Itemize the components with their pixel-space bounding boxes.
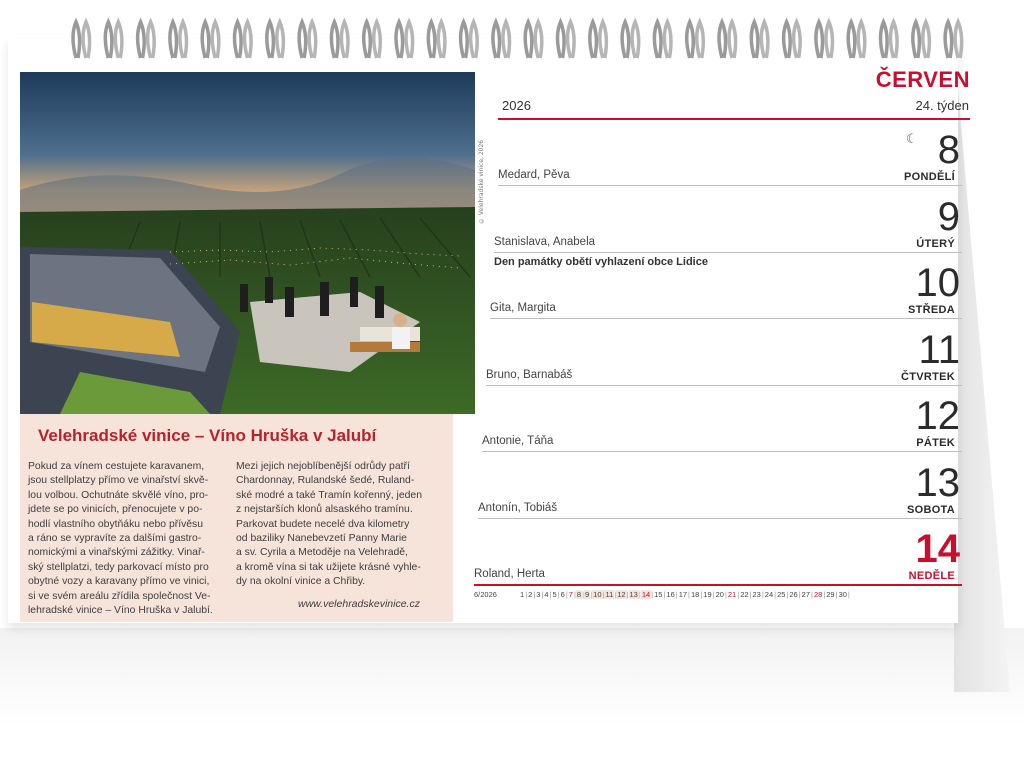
spiral-ring	[568, 22, 575, 58]
mini-day: 17	[678, 590, 688, 599]
spiral-ring	[309, 22, 316, 58]
spiral-ring	[170, 22, 177, 58]
mini-day: 9	[585, 590, 590, 599]
spiral-ring	[331, 22, 338, 58]
spiral-ring	[751, 22, 758, 58]
info-title: Velehradské vinice – Víno Hruška v Jalubí	[38, 426, 377, 445]
week-label: 24. týden	[915, 98, 969, 113]
day-name: PONDĚLÍ	[904, 171, 955, 183]
spiral-ring	[471, 22, 478, 58]
mini-separator: |	[835, 590, 838, 599]
day-name: SOBOTA	[906, 503, 955, 516]
mini-separator: |	[823, 590, 826, 599]
mini-month-label: 6/2026	[474, 590, 497, 599]
mini-separator: |	[525, 590, 528, 599]
mini-separator: |	[549, 590, 552, 599]
mini-day: 5	[552, 590, 557, 599]
spiral-ring	[664, 22, 671, 58]
mini-separator: |	[749, 590, 752, 599]
mini-separator: |	[847, 590, 850, 599]
spiral-ring	[848, 22, 855, 58]
month-title: ČERVEN	[875, 67, 970, 92]
spiral-ring	[590, 22, 597, 58]
spiral-binding	[0, 0, 1024, 70]
day-number: 9	[937, 194, 960, 239]
mini-day: 12	[617, 590, 626, 599]
mini-day: 30	[838, 590, 847, 599]
spiral-ring	[858, 22, 865, 58]
mini-day: 4	[544, 590, 549, 599]
day-name: ÚTERÝ	[916, 237, 955, 250]
spiral-ring	[881, 22, 888, 58]
spiral-ring	[816, 22, 823, 58]
day-number: 8	[937, 128, 960, 172]
nameday-names: Bruno, Barnabáš	[486, 368, 573, 381]
spiral-ring	[923, 22, 930, 58]
mini-day: 2	[528, 590, 533, 599]
mini-day: 21	[727, 590, 737, 599]
mini-day: 8	[576, 590, 582, 599]
spiral-ring	[632, 22, 639, 58]
day-divider	[494, 252, 962, 253]
mini-day: 14	[641, 590, 651, 599]
spiral-ring	[83, 22, 90, 58]
mini-separator: |	[688, 590, 690, 599]
nameday-names: Roland, Herta	[474, 568, 545, 580]
mini-day: 1	[520, 590, 525, 599]
mini-separator: |	[798, 590, 801, 599]
spiral-ring	[955, 22, 962, 58]
spiral-ring	[503, 22, 510, 58]
mini-separator: |	[774, 590, 777, 599]
spiral-ring	[687, 22, 694, 58]
day-name: ČTVRTEK	[900, 370, 955, 383]
spiral-ring	[267, 22, 274, 58]
day-number: 14	[915, 527, 960, 571]
spiral-ring	[461, 22, 468, 58]
day-number: 12	[915, 394, 960, 438]
mini-separator: |	[724, 590, 727, 599]
mini-separator: |	[712, 590, 715, 599]
day-divider	[486, 385, 962, 386]
mini-separator: |	[737, 590, 740, 599]
mini-separator: |	[700, 590, 703, 599]
website-link[interactable]: www.velehradskevinice.cz	[298, 598, 420, 610]
spiral-ring	[891, 22, 898, 58]
mini-separator: |	[651, 590, 654, 599]
mini-day: 22	[740, 590, 749, 599]
mini-day: 25	[777, 590, 786, 599]
spiral-ring	[245, 22, 252, 58]
spiral-ring	[277, 22, 284, 58]
spiral-ring	[697, 22, 704, 58]
spiral-ring	[138, 22, 145, 58]
mini-day: 13	[629, 590, 638, 599]
mini-day: 29	[826, 590, 835, 599]
mini-separator: |	[533, 590, 536, 599]
vineyard-photo	[20, 72, 475, 414]
day-name: NEDĚLE	[908, 570, 955, 582]
day-divider	[498, 185, 962, 186]
spiral-ring	[826, 22, 833, 58]
mini-separator: |	[761, 590, 764, 599]
nameday-names: Medard, Pěva	[498, 169, 570, 181]
mini-day: 10	[593, 590, 602, 599]
spiral-ring	[794, 22, 801, 58]
spiral-ring	[396, 22, 403, 58]
spiral-ring	[761, 22, 768, 58]
mini-day: 27	[801, 590, 811, 599]
day-number: 11	[918, 327, 960, 372]
spiral-ring	[115, 22, 122, 58]
stand-base	[0, 628, 1024, 768]
mini-separator: |	[786, 590, 789, 599]
mini-day: 19	[703, 590, 712, 599]
mini-month-strip	[474, 590, 850, 599]
spiral-ring	[374, 22, 381, 58]
day-number: 13	[915, 460, 960, 505]
mini-separator: |	[557, 590, 560, 599]
mini-separator: |	[663, 590, 666, 599]
spiral-ring	[73, 22, 80, 58]
mini-day: 26	[789, 590, 798, 599]
nameday-names: Gita, Margita	[490, 302, 556, 314]
day-name: STŘEDA	[907, 304, 955, 316]
spiral-ring	[212, 22, 219, 58]
day-divider	[474, 584, 962, 586]
mini-day: 18	[691, 590, 700, 599]
spiral-ring	[105, 22, 112, 58]
spiral-ring	[535, 22, 542, 58]
mini-day: 28	[813, 590, 823, 599]
spiral-ring	[719, 22, 726, 58]
mini-day: 24	[764, 590, 774, 599]
spiral-ring	[406, 22, 413, 58]
spiral-ring	[428, 22, 435, 58]
spiral-ring	[784, 22, 791, 58]
mini-day: 6	[560, 590, 565, 599]
spiral-ring	[945, 22, 952, 58]
spiral-ring	[202, 22, 209, 58]
nameday-names: Stanislava, Anabela	[494, 235, 596, 248]
mini-day: 15	[654, 590, 663, 599]
photo-credit: © Velehradské vinice, 2026	[478, 139, 485, 224]
mini-separator: |	[565, 590, 568, 599]
mini-day: 20	[715, 590, 724, 599]
spiral-ring	[180, 22, 187, 58]
mini-separator: |	[811, 590, 813, 599]
stand-back	[954, 44, 1010, 692]
mini-day: 23	[752, 590, 761, 599]
mini-separator: |	[675, 590, 678, 599]
spiral-ring	[558, 22, 565, 58]
header-divider	[498, 118, 970, 120]
spiral-ring	[341, 22, 348, 58]
day-name: PÁTEK	[916, 437, 955, 449]
spiral-ring	[622, 22, 629, 58]
spiral-ring	[525, 22, 532, 58]
info-text-left: Pokud za vínem cestujete karavanem, jsou stellplatzy přímo ve vinařství skvě- lou volbou. Ochutnáte skvělé víno, pro- jdete se po vinicích, přenocujete v po- hodlí vlastního obytňáku nebo přívěsu a ráno se vypravíte za dalšími gastro- nomickými a vinařskými zážitky. Vinař- ský stellplatzi, tedy parkovací místo pro obytné vozy a karavany přímo ve vinici, si ve svém areálu zřídila společnost Ve- lehradské vinice – Víno Hruška v Jalubí.	[28, 461, 213, 617]
spiral-ring	[235, 22, 242, 58]
spiral-ring	[438, 22, 445, 58]
holiday-note: Den památky obětí vyhlazení obce Lidice	[494, 256, 708, 268]
spiral-ring	[729, 22, 736, 58]
mini-day: 3	[536, 590, 541, 599]
spiral-ring	[148, 22, 155, 58]
mini-day: 16	[666, 590, 675, 599]
info-text-right: Mezi jejich nejoblíbenější odrůdy patří Chardonnay, Rulandské šedé, Ruland- ské modré a také Tramín kořenný, jeden z nejstarších klonů alsaského tramínu. Parkovat budete necelé dva kilometry od baziliky Nanebevzetí Panny Marie a sv. Cyrila a Metoděje na Velehradě, a kromě vína si tak užijete krásné vyhle- dy na okolní vinice a Chřiby.	[236, 461, 422, 588]
spiral-ring	[600, 22, 607, 58]
spiral-ring	[364, 22, 371, 58]
spiral-ring	[913, 22, 920, 58]
day-divider	[482, 451, 962, 452]
mini-day: 7	[568, 590, 573, 599]
nameday-names: Antonie, Táňa	[482, 435, 554, 447]
mini-day: 11	[605, 590, 614, 599]
spiral-ring	[493, 22, 500, 58]
day-number: 10	[915, 261, 960, 305]
spiral-ring	[654, 22, 661, 58]
day-divider	[490, 318, 962, 319]
spiral-ring	[299, 22, 306, 58]
moon-icon: ☾	[906, 132, 918, 147]
year-label: 2026	[502, 98, 531, 113]
nameday-names: Antonín, Tobiáš	[478, 501, 558, 514]
day-divider	[478, 518, 962, 519]
mini-separator: |	[541, 590, 544, 599]
